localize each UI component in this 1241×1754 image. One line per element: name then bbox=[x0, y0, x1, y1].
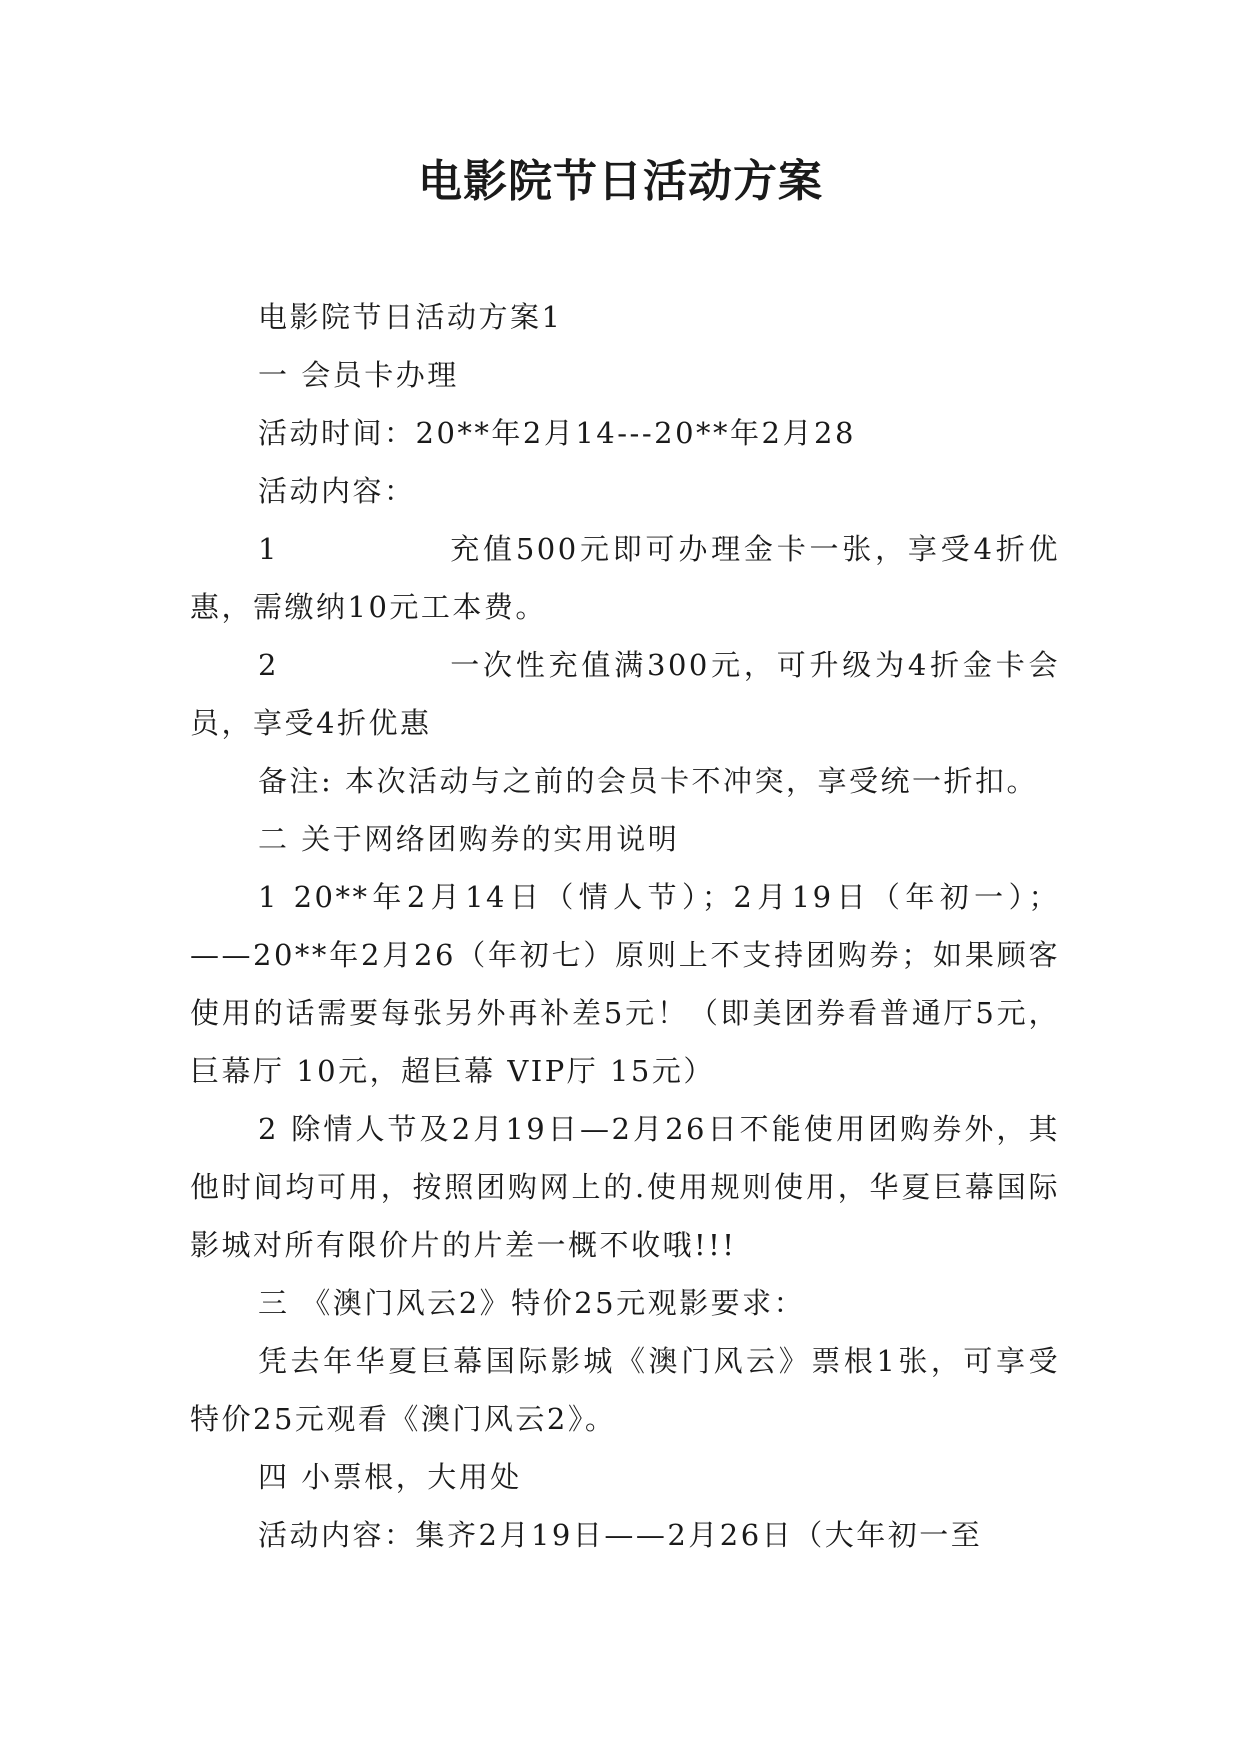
group-coupon-rule-1: 1 20**年2月14日（情人节）；2月19日（年初一）；——20**年2月26（年初七）原则上不支持团购券；如果顾客使用的话需要每张另外再补差5元！（即美团券看普通厅5元，巨幕厅 10元，超巨幕 VIP厅 15元） bbox=[190, 880, 1060, 1088]
list-item-2 bbox=[190, 636, 1060, 752]
section-one-heading: 一 会员卡办理 bbox=[258, 358, 459, 392]
activity-content-label: 活动内容： bbox=[258, 474, 416, 508]
document-body bbox=[190, 288, 1060, 1564]
section-four-heading: 四 小票根，大用处 bbox=[258, 1460, 522, 1494]
section-three-heading: 三 《澳门风云2》特价25元观影要求： bbox=[258, 1286, 806, 1320]
list-item-1 bbox=[190, 520, 1060, 636]
list-number-1: 1 bbox=[258, 532, 279, 566]
list-item-2-text: 一次性充值满300元，可升级为4折金卡会员，享受4折优惠 bbox=[190, 648, 1060, 740]
document-title: 电影院节日活动方案 bbox=[418, 156, 823, 207]
remark-paragraph: 备注: 本次活动与之前的会员卡不冲突，享受统一折扣。 bbox=[258, 764, 1038, 798]
activity-time: 活动时间：20**年2月14---20**年2月28 bbox=[258, 416, 856, 450]
group-coupon-rule-2: 2 除情人节及2月19日—2月26日不能使用团购券外，其他时间均可用，按照团购网上的.使用规则使用，华夏巨幕国际影城对所有限价片的片差一概不收哦!!! bbox=[190, 1112, 1060, 1262]
list-number-2: 2 bbox=[258, 648, 279, 682]
ticket-stub-offer: 凭去年华夏巨幕国际影城《澳门风云》票根1张，可享受特价25元观看《澳门风云2》。 bbox=[190, 1344, 1060, 1436]
plan-heading: 电影院节日活动方案1 bbox=[258, 300, 563, 334]
list-item-1-text: 充值500元即可办理金卡一张，享受4折优惠，需缴纳10元工本费。 bbox=[190, 532, 1060, 624]
section-two-heading: 二 关于网络团购券的实用说明 bbox=[258, 822, 680, 856]
section-four-content: 活动内容：集齐2月19日——2月26日（大年初一至 bbox=[258, 1518, 983, 1552]
